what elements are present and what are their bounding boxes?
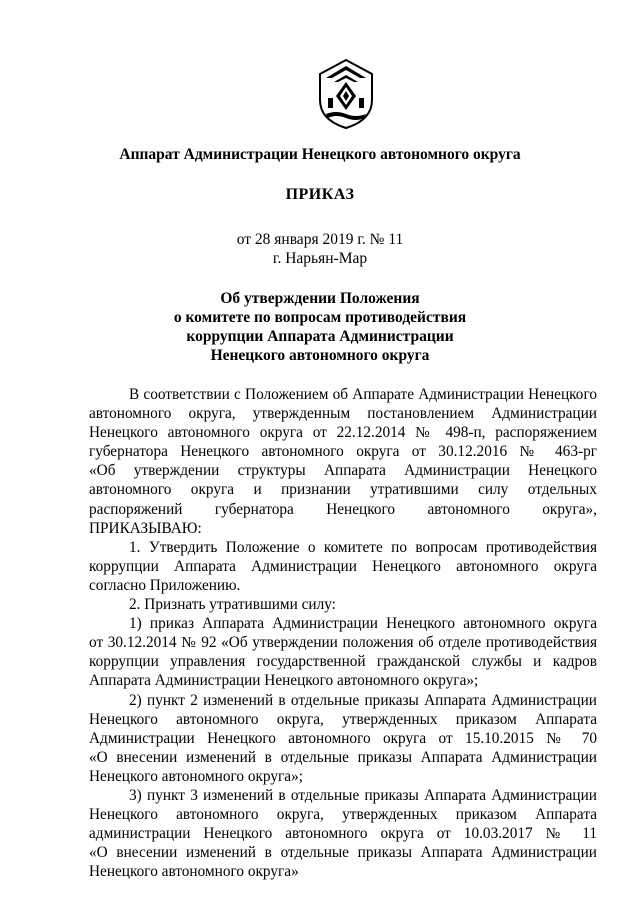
text-line: распоряжений губернатора Ненецкого автономного округа», (89, 500, 597, 518)
text-line: согласно Приложению. (89, 576, 241, 594)
text-line: от 30.12.2014 № 92 «Об утверждении положения об отделе противодействия (89, 634, 597, 652)
text-line: 2) пункт 2 изменений в отдельные приказы Аппарата Администрации (129, 691, 597, 709)
date-and-number: от 28 января 2019 г. № 11 (236, 231, 404, 248)
text-line: губернатора Ненецкого автономного округа от 30.12.2016 № 463-рг (89, 443, 597, 461)
document-title (0, 289, 640, 365)
text-line: ПРИКАЗЫВАЮ: (89, 519, 202, 537)
nenets-coat-of-arms-icon (316, 56, 376, 130)
text-line: Аппарата Администрации Ненецкого автономного округа»; (89, 672, 479, 690)
title-line: коррупции Аппарата Администрации (186, 328, 454, 345)
document-body (89, 385, 597, 881)
text-line: 1. Утвердить Положение о комитете по вопросам противодействия (129, 538, 597, 556)
text-line: 2. Признать утратившими силу: (129, 596, 336, 614)
text-line: коррупции управления государственной гражданской службы и кадров (89, 653, 597, 671)
text-line: В соответствии с Положением об Аппарате Администрации Ненецкого (129, 386, 597, 403)
text-line: Ненецкого автономного округа, утвержденных приказом Аппарата (89, 710, 597, 728)
text-line: «О внесении изменений в отдельные приказы Аппарата Администрации (89, 748, 597, 766)
city: г. Нарьян-Мар (272, 250, 368, 267)
title-line: Ненецкого автономного округа (210, 347, 430, 364)
text-line: Ненецкого автономного округа, утвержденных приказом Аппарата (89, 806, 597, 824)
text-line: 3) пункт 3 изменений в отдельные приказы Аппарата Администрации (129, 786, 597, 804)
title-line: о комитете по вопросам противодействия (173, 309, 467, 326)
text-line: Ненецкого автономного округа от 22.12.2014 № 498-п, распоряжением (89, 424, 597, 442)
text-line: 1) приказ Аппарата Администрации Ненецкого автономного округа (129, 615, 597, 633)
text-line: «Об утверждении структуры Аппарата Администрации Ненецкого (89, 462, 597, 480)
text-line: «О внесении изменений в отдельные приказы Аппарата Администрации (89, 844, 597, 862)
text-line: Администрации Ненецкого автономного округа от 15.10.2015 № 70 (89, 729, 597, 747)
document-type: ПРИКАЗ (285, 186, 355, 203)
text-line: администрации Ненецкого автономного округа от 10.03.2017 № 11 (89, 825, 597, 843)
text-line: Ненецкого автономного округа»; (89, 767, 303, 785)
text-line: автономного округа и признании утратившими силу отдельных (89, 481, 597, 499)
text-line: коррупции Аппарата Администрации Ненецкого автономного округа (89, 557, 597, 575)
title-line: Об утверждении Положения (220, 290, 420, 307)
organization-name: Аппарат Администрации Ненецкого автономного округа (119, 146, 521, 163)
text-line: автономного округа, утвержденным постановлением Администрации (89, 405, 597, 423)
text-line: Ненецкого автономного округа» (89, 863, 299, 881)
